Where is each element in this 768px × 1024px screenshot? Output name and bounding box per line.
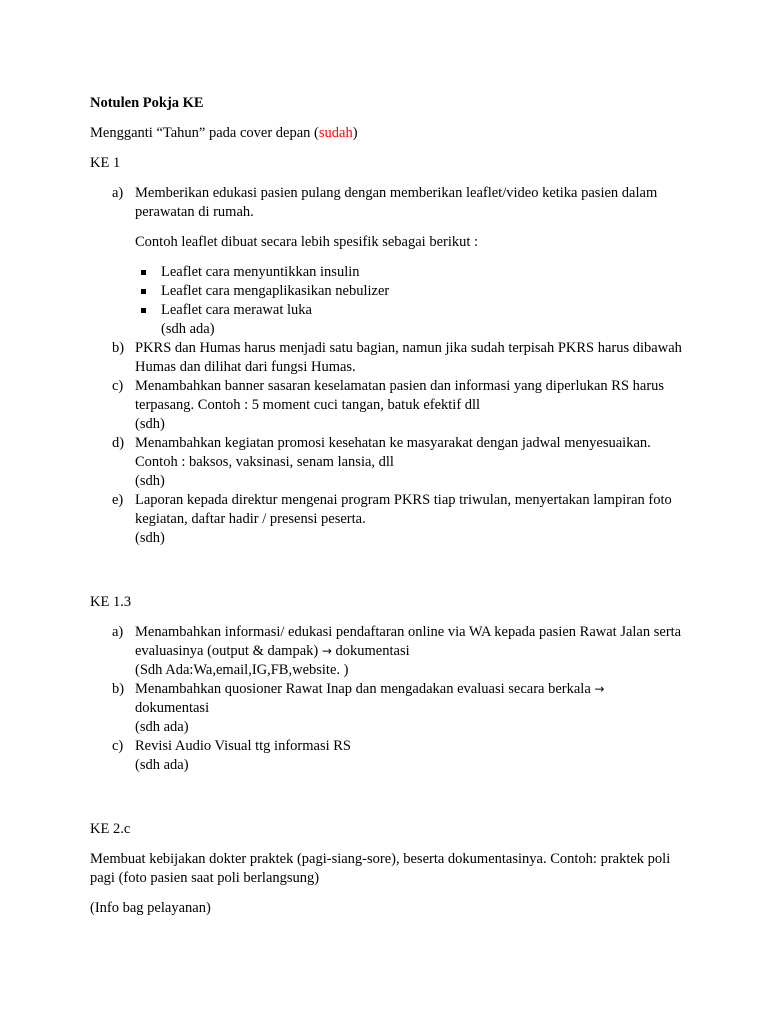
- section-ke1-list: [90, 184, 690, 548]
- section-paragraph: (Info bag pelayanan): [90, 900, 211, 916]
- item-text: Menambahkan kegiatan promosi kesehatan ke masyarakat dengan jadwal menyesuaikan.: [135, 435, 651, 451]
- bullet-text: Leaflet cara mengaplikasikan nebulizer: [161, 283, 390, 299]
- intro-text: Mengganti “Tahun” pada cover depan (: [90, 125, 319, 141]
- intro-paragraph: [90, 124, 690, 143]
- item-note: (Sdh Ada:Wa,email,IG,FB,website. ): [135, 662, 349, 678]
- square-bullet-icon: [141, 308, 146, 313]
- square-bullet-icon: [141, 289, 146, 294]
- document-body: [90, 94, 690, 929]
- section-paragraph: Membuat kebijakan dokter praktek (pagi-siang-sore), beserta dokumentasinya. Contoh: praktek poli pagi (foto pasien saat poli berlangsung): [90, 851, 671, 886]
- list-item: [90, 623, 690, 680]
- item-text: Menambahkan banner sasaran keselamatan pasien dan informasi yang diperlukan RS harus terpasang. Contoh : 5 moment cuci tangan, batuk efektif dll: [135, 378, 665, 413]
- section-heading-ke2c: KE 2.c: [90, 821, 131, 837]
- bullet-item: [135, 282, 690, 301]
- list-item: [90, 377, 690, 434]
- item-note: (sdh ada): [161, 321, 215, 337]
- item-text-continued: Contoh : baksos, vaksinasi, senam lansia, dll: [135, 454, 394, 470]
- item-text: Laporan kepada direktur mengenai program PKRS tiap triwulan, menyertakan lampiran foto kegiatan, daftar hadir / presensi peserta.: [135, 492, 672, 527]
- section-ke1-3-list: [90, 623, 690, 775]
- list-item: [90, 184, 690, 339]
- square-bullet-icon: [141, 270, 146, 275]
- section-spacer: [90, 775, 690, 820]
- item-text: Menambahkan informasi/ edukasi pendaftaran online via WA kepada pasien Rawat Jalan serta evaluasinya (output & dampak): [135, 624, 682, 659]
- bullet-item: [135, 301, 690, 339]
- list-item: [90, 434, 690, 491]
- right-arrow-icon: →: [594, 682, 605, 696]
- list-marker: b): [112, 681, 125, 697]
- item-text-line: [135, 680, 690, 718]
- section-heading-ke1-3: KE 1.3: [90, 594, 132, 610]
- section-spacer: [90, 548, 690, 593]
- item-text-after-arrow: dokumentasi: [135, 700, 210, 716]
- bullet-list: [135, 263, 690, 339]
- section-heading-ke1: KE 1: [90, 155, 121, 171]
- document-title: Notulen Pokja KE: [90, 95, 204, 111]
- list-item: [90, 680, 690, 737]
- right-arrow-icon: →: [321, 644, 332, 658]
- item-text-after-arrow: dokumentasi: [335, 643, 410, 659]
- intro-status-highlight: sudah: [318, 125, 353, 141]
- list-marker: a): [112, 185, 124, 201]
- item-note: (sdh ada): [135, 757, 189, 773]
- list-marker: a): [112, 624, 124, 640]
- list-marker: c): [112, 378, 124, 394]
- list-marker: c): [112, 738, 124, 754]
- bullet-text: Leaflet cara menyuntikkan insulin: [161, 264, 360, 280]
- item-text-line: [135, 623, 690, 661]
- list-marker: b): [112, 340, 125, 356]
- item-text: PKRS dan Humas harus menjadi satu bagian, namun jika sudah terpisah PKRS harus dibawah Humas dan dilihat dari fungsi Humas.: [135, 340, 682, 375]
- item-note: (sdh): [135, 473, 165, 489]
- item-sub-text: Contoh leaflet dibuat secara lebih spesifik sebagai berikut :: [135, 234, 479, 250]
- list-marker: e): [112, 492, 124, 508]
- list-item: [90, 491, 690, 548]
- list-item: [90, 339, 690, 377]
- intro-closing: ): [352, 125, 358, 141]
- item-note: (sdh): [135, 530, 165, 546]
- item-text: Menambahkan quosioner Rawat Inap dan mengadakan evaluasi secara berkala: [135, 681, 591, 697]
- item-text: Revisi Audio Visual ttg informasi RS: [135, 738, 351, 754]
- bullet-text: Leaflet cara merawat luka: [161, 302, 312, 318]
- item-note: (sdh ada): [135, 719, 189, 735]
- list-marker: d): [112, 435, 125, 451]
- list-item: [90, 737, 690, 775]
- item-text: Memberikan edukasi pasien pulang dengan memberikan leaflet/video ketika pasien dalam perawatan di rumah.: [135, 185, 658, 220]
- item-note: (sdh): [135, 416, 165, 432]
- bullet-item: [135, 263, 690, 282]
